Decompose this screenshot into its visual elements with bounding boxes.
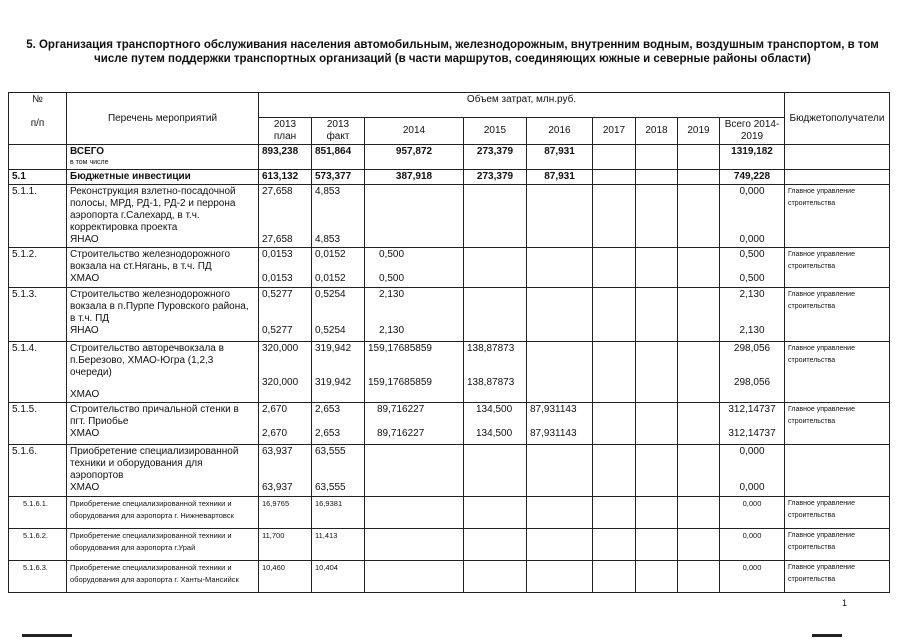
row-label: Реконструкция взлетно-посадочной полосы, МРД, РД-1, РД-2 и перрона аэропорта г.Салехард, в т.ч. корректировка проекта — [70, 186, 236, 233]
row-label: Приобретение специализированной техники и оборудования для аэропорта г. Нижневартовск — [67, 497, 259, 529]
table-row — [9, 342, 890, 403]
budget-2013-fact: 573,377 — [312, 170, 365, 185]
row-label-cell — [67, 342, 259, 403]
row-no: 5.1.6.1. — [9, 497, 67, 529]
total-row — [9, 145, 890, 170]
row-2016: 87,931143 — [530, 404, 577, 415]
table-row — [9, 561, 890, 593]
row-2013-fact: 2,653 — [315, 404, 341, 415]
row-region-total: 298,056 — [733, 377, 771, 388]
header-2013-plan-year: 2013 — [273, 119, 297, 130]
row-region-2013-plan: 2,670 — [262, 428, 288, 439]
header-2013-plan-sub: план — [273, 131, 297, 142]
row-no: 5.1.4. — [9, 342, 67, 403]
row-region: ХМАО — [70, 482, 100, 493]
header-2013-fact-year: 2013 — [326, 119, 350, 130]
row-recipient: Главное управление строительства — [785, 342, 890, 403]
title-line-2: числе путем поддержки транспортных организаций (в части маршрутов, соединяющих южные и северные районы области) — [94, 53, 811, 65]
budget-total: 749,228 — [720, 170, 785, 185]
row-region-total: 0,500 — [739, 273, 765, 284]
row-region-2014: 159,17685859 — [368, 377, 432, 388]
row-region: ХМАО — [70, 389, 100, 400]
scan-edge-mark-left — [22, 634, 72, 637]
table-row — [9, 403, 890, 445]
header-2013-fact-sub: факт — [326, 131, 350, 142]
row-region-2013-plan: 0,0153 — [262, 273, 293, 284]
header-no-top: № — [32, 94, 43, 105]
row-region-total: 2,130 — [739, 325, 765, 336]
row-region-2014: 2,130 — [379, 325, 405, 336]
total-2016: 87,931 — [527, 145, 593, 170]
row-2014: 89,716227 — [377, 404, 425, 415]
row-label: Строительство железнодорожного вокзала в п.Пурпе Пуровского района, в т.ч. ПД — [70, 289, 249, 324]
row-2013-fact: 16,9381 — [312, 497, 365, 529]
row-2013-fact: 319,942 — [315, 343, 352, 354]
row-label-cell — [67, 445, 259, 497]
table-row — [9, 445, 890, 497]
row-region: ХМАО — [70, 273, 100, 284]
row-recipient: Главное управление строительства — [785, 529, 890, 561]
row-2013-plan: 63,937 — [262, 446, 293, 457]
row-total: 0,000 — [720, 561, 785, 593]
row-total: 0,000 — [739, 186, 765, 197]
row-total: 0,000 — [720, 529, 785, 561]
row-region-2013-fact: 4,853 — [315, 234, 341, 245]
row-2013-plan: 11,700 — [259, 529, 312, 561]
row-region-2013-plan: 27,658 — [262, 234, 293, 245]
table-row — [9, 248, 890, 288]
row-2013-plan: 16,9765 — [259, 497, 312, 529]
budget-2014: 387,918 — [365, 170, 464, 185]
row-region-total: 0,000 — [739, 482, 765, 493]
header-2019: 2019 — [678, 118, 720, 145]
row-2014: 159,17685859 — [368, 343, 432, 354]
header-2015: 2015 — [464, 118, 527, 145]
row-no: 5.1.1. — [9, 185, 67, 248]
budget-2016: 87,931 — [527, 170, 593, 185]
table-row — [9, 497, 890, 529]
header-2014: 2014 — [365, 118, 464, 145]
header-total: Всего 2014-2019 — [720, 118, 785, 145]
row-region-total: 0,000 — [739, 234, 765, 245]
row-label-cell — [67, 288, 259, 342]
row-recipient: Главное управление строительства — [785, 497, 890, 529]
budget-label: Бюджетные инвестиции — [67, 170, 259, 185]
row-2015: 134,500 — [476, 404, 513, 415]
row-recipient: Главное управление строительства — [785, 561, 890, 593]
header-measures: Перечень мероприятий — [67, 93, 259, 145]
header-no-bottom: п/п — [30, 118, 45, 129]
row-2013-plan: 0,0153 — [262, 249, 293, 260]
row-label: Строительство железнодорожного вокзала на ст.Нягань, в т.ч. ПД — [70, 249, 231, 272]
row-label: Приобретение специализированной техники и оборудования для аэропортов — [70, 446, 239, 481]
row-recipient: Главное управление строительства — [785, 185, 890, 248]
row-2013-plan-cell — [259, 185, 312, 248]
title-line-1: 5. Организация транспортного обслуживания населения автомобильным, железнодорожным, внутренним водным, воздушным транспортом, в том — [26, 39, 879, 51]
row-recipient: Главное управление строительства — [785, 288, 890, 342]
total-2013-plan: 893,238 — [259, 145, 312, 170]
total-sub-label: в том числе — [70, 159, 109, 166]
header-2013-fact — [312, 118, 365, 145]
row-region-2013-fact: 63,555 — [315, 482, 346, 493]
page-number: 1 — [841, 598, 847, 608]
row-label: Приобретение специализированной техники и оборудования для аэропорта г.Урай — [67, 529, 259, 561]
header-2016: 2016 — [527, 118, 593, 145]
row-2013-plan: 10,460 — [259, 561, 312, 593]
row-no: 5.1.6. — [9, 445, 67, 497]
row-2013-fact: 0,0152 — [315, 249, 346, 260]
row-2013-fact: 63,555 — [315, 446, 346, 457]
row-region-2013-plan: 320,000 — [262, 377, 299, 388]
row-region: ЯНАО — [70, 325, 99, 336]
row-no: 5.1.5. — [9, 403, 67, 445]
header-2013-plan — [259, 118, 312, 145]
row-2013-fact: 11,413 — [312, 529, 365, 561]
row-2013-fact: 0,5254 — [315, 289, 346, 300]
row-recipient: Главное управление строительства — [785, 248, 890, 288]
row-2013-fact-cell — [312, 185, 365, 248]
row-no: 5.1.6.2. — [9, 529, 67, 561]
row-total: 312,14737 — [728, 404, 776, 415]
total-2014: 957,872 — [365, 145, 464, 170]
row-total: 0,000 — [720, 497, 785, 529]
table-row — [9, 529, 890, 561]
table-row — [9, 288, 890, 342]
row-region-2014: 89,716227 — [377, 428, 425, 439]
row-total: 298,056 — [733, 343, 771, 354]
row-2013-plan: 0,5277 — [262, 289, 293, 300]
row-2013-plan: 2,670 — [262, 404, 288, 415]
row-total: 0,000 — [739, 446, 765, 457]
row-total: 2,130 — [739, 289, 765, 300]
row-no: 5.1.6.3. — [9, 561, 67, 593]
row-region-2013-fact: 2,653 — [315, 428, 341, 439]
total-label: ВСЕГО — [70, 146, 105, 157]
row-region-2013-plan: 63,937 — [262, 482, 293, 493]
row-label-cell — [67, 185, 259, 248]
row-region-2015: 138,87873 — [467, 377, 515, 388]
row-label-cell — [67, 248, 259, 288]
budget-2015: 273,379 — [464, 170, 527, 185]
row-no: 5.1.3. — [9, 288, 67, 342]
expenditure-table — [8, 92, 890, 593]
scan-edge-mark-right — [812, 634, 842, 637]
row-region-2015: 134,500 — [476, 428, 513, 439]
row-total-cell — [720, 185, 785, 248]
total-2013-fact: 851,864 — [312, 145, 365, 170]
row-region: ХМАО — [70, 428, 100, 439]
row-label-cell — [67, 403, 259, 445]
total-label-cell — [67, 145, 259, 170]
total-all: 1319,182 — [720, 145, 785, 170]
header-volume: Объем затрат, млн.руб. — [259, 93, 785, 118]
row-region-2013-fact: 319,942 — [315, 377, 352, 388]
budget-no: 5.1 — [9, 170, 67, 185]
row-no: 5.1.2. — [9, 248, 67, 288]
row-region-2014: 0,500 — [379, 273, 405, 284]
document-title — [0, 38, 905, 66]
table-row — [9, 185, 890, 248]
total-2015: 273,379 — [464, 145, 527, 170]
row-total: 0,500 — [739, 249, 765, 260]
row-2014: 2,130 — [379, 289, 405, 300]
header-recipients: Бюджетополучатели — [785, 93, 890, 145]
row-2014: 0,500 — [379, 249, 405, 260]
row-label: Строительство причальной стенки в пгт. Приобье — [70, 404, 239, 427]
row-region-2013-fact: 0,0152 — [315, 273, 346, 284]
header-2018: 2018 — [636, 118, 678, 145]
row-region-total: 312,14737 — [728, 428, 776, 439]
header-2017: 2017 — [593, 118, 636, 145]
row-recipient: Главное управление строительства — [785, 403, 890, 445]
row-label: Строительство авторечвокзала в п.Березово, ХМАО-Югра (1,2,3 очереди) — [70, 343, 224, 378]
budget-2013-plan: 613,132 — [259, 170, 312, 185]
header-no-cell — [9, 93, 67, 145]
row-region-2016: 87,931143 — [530, 428, 577, 439]
row-region: ЯНАО — [70, 234, 99, 245]
header-row-1 — [9, 93, 890, 118]
row-region-2013-fact: 0,5254 — [315, 325, 346, 336]
row-2015: 138,87873 — [467, 343, 515, 354]
row-2013-plan: 27,658 — [262, 186, 293, 197]
row-label: Приобретение специализированной техники и оборудования для аэропорта г. Ханты-Мансийск — [67, 561, 259, 593]
row-2013-fact: 10,404 — [312, 561, 365, 593]
budget-row — [9, 170, 890, 185]
row-2013-fact: 4,853 — [315, 186, 341, 197]
row-region-2013-plan: 0,5277 — [262, 325, 293, 336]
row-2013-plan: 320,000 — [262, 343, 299, 354]
